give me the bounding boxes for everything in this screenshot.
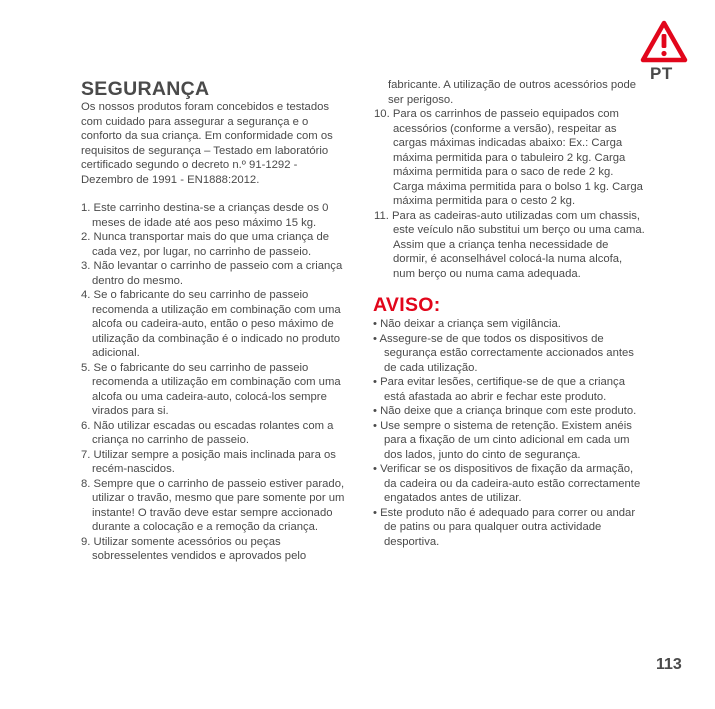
list-item <box>367 209 645 282</box>
list-item: • Não deixar a criança sem vigilância. <box>373 318 561 330</box>
warning-title: AVISO: <box>373 294 441 316</box>
list-item: 1. Este carrinho destina-se a crianças desde os 0 meses de idade até aos peso máximo 15 kg. <box>81 202 329 229</box>
language-code: PT <box>650 64 673 83</box>
safety-title: SEGURANÇA <box>81 78 210 100</box>
item-text: Para os carrinhos de passeio equipados com acessórios (conforme a versão), respeitar as cargas máximas indicadas abaixo: Ex.: Carga máxima permitida para o tabuleiro 2 kg. Carga máxima permitida para o saco de rede 2 kg. Carga máxima permitida para o bolso 1 kg. Carga máxima permitida para o cesto 2 kg. <box>392 108 643 207</box>
safety-intro: Os nossos produtos foram concebidos e testados com cuidado para assegurar a segurança e o conforto da sua criança. Em conformidade com os requisitos de segurança – Testado em laboratório certificado segundo o decreto n.º 91-1292 - Dezembro de 1991 - EN1888:2012. <box>81 101 333 186</box>
list-item: • Para evitar lesões, certifique-se de que a criança está afastada ao abrir e fechar este produto. <box>373 376 625 403</box>
left-column <box>81 78 349 564</box>
list-item: 9. Utilizar somente acessórios ou peças sobresselentes vendidos e aprovados pelo <box>81 535 307 562</box>
safety-list <box>81 201 349 564</box>
item-text: Para as cadeiras-auto utilizadas com um chassis, este veículo não substitui um berço ou uma cama. Assim que a criança tenha necessidade de dormir, é aconselhável colocá-la numa alcofa, num berço ou numa cama adequada. <box>392 209 645 280</box>
list-item: 8. Sempre que o carrinho de passeio estiver parado, utilizar o travão, mesmo que pare somente por um instante! O travão deve estar sempre accionado durante a colocação e a remoção da criança. <box>81 477 345 533</box>
list-item: 2. Nunca transportar mais do que uma criança de cada vez, por lugar, no carrinho de passeio. <box>81 231 330 258</box>
list-item: 3. Não levantar o carrinho de passeio com a criança dentro do mesmo. <box>81 260 343 287</box>
list-item: • Não deixe que a criança brinque com este produto. <box>373 405 637 417</box>
right-column <box>367 78 645 549</box>
page-number: 113 <box>656 656 682 673</box>
list-item: • Este produto não é adequado para correr ou andar de patins ou para qualquer outra actividade desportiva. <box>373 506 636 548</box>
warning-list <box>367 317 645 549</box>
item-number: 10. <box>374 108 390 120</box>
item-number: 11. <box>374 209 389 222</box>
list-item: • Verificar se os dispositivos de fixação da armação, da cadeira ou da cadeira-auto estão correctamente engatados antes de utilizar. <box>373 463 641 504</box>
list-item: 4. Se o fabricante do seu carrinho de passeio recomenda a utilização em combinação com uma alcofa ou cadeira-auto, então o peso máximo de utilização da combinação é o indicado no produto adicional. <box>81 289 341 359</box>
item-9-continuation: fabricante. A utilização de outros acessórios pode ser perigoso. <box>388 79 637 106</box>
list-item <box>367 107 645 209</box>
warning-triangle-icon <box>640 20 688 64</box>
list-item: • Assegure-se de que todos os dispositivos de segurança estão correctamente accionados antes de cada utilização. <box>373 332 634 374</box>
list-item: • Use sempre o sistema de retenção. Existem anéis para a fixação de um cinto adicional em cada um dos lados, junto do cinto de segurança. <box>373 419 632 461</box>
list-item: 7. Utilizar sempre a posição mais inclinada para os recém-nascidos. <box>81 448 336 475</box>
list-item: 5. Se o fabricante do seu carrinho de passeio recomenda a utilização em combinação com uma alcofa ou uma cadeira-auto, colocá-los sempre virados para si. <box>81 361 341 417</box>
list-item: 6. Não utilizar escadas ou escadas rolantes com a criança no carrinho de passeio. <box>81 419 334 446</box>
safety-list-continued <box>367 107 645 281</box>
